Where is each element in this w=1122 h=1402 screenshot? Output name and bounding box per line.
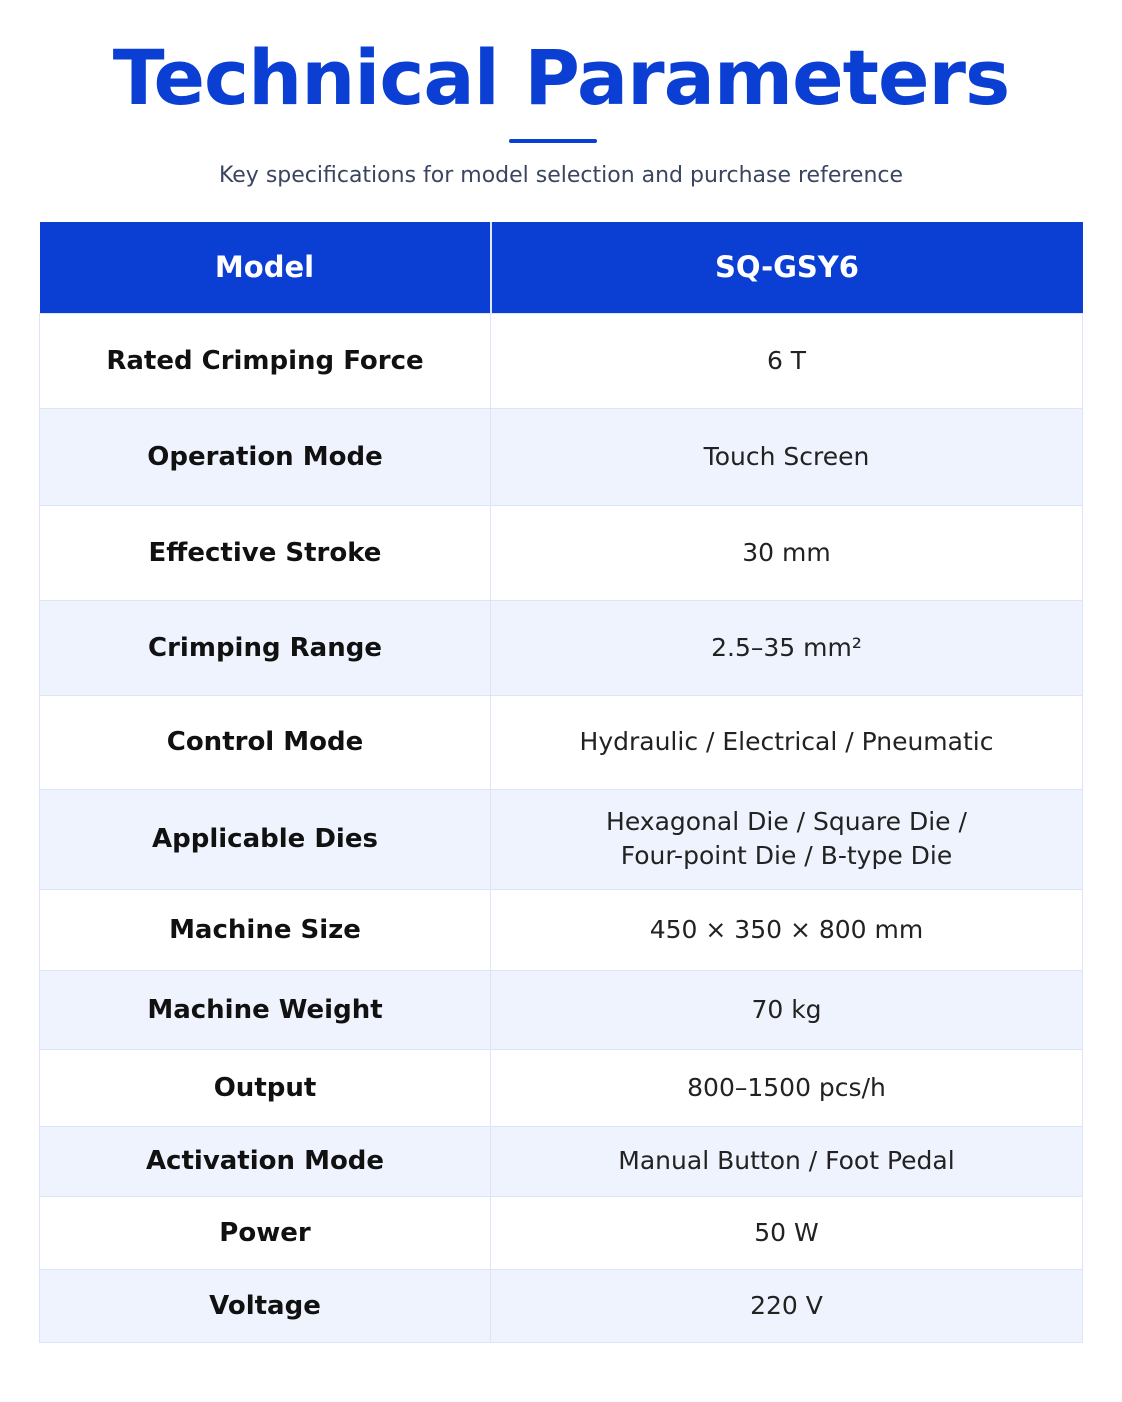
row-label: Machine Size [40, 889, 491, 970]
row-value: 450 × 350 × 800 mm [491, 889, 1083, 970]
row-value: 220 V [491, 1269, 1083, 1342]
row-value: 50 W [491, 1196, 1083, 1269]
table-row [40, 789, 1083, 889]
row-label: Activation Mode [40, 1126, 491, 1196]
table-row [40, 695, 1083, 789]
row-label: Control Mode [40, 695, 491, 789]
table-row [40, 408, 1083, 505]
row-label: Machine Weight [40, 970, 491, 1049]
table-row [40, 970, 1083, 1049]
row-value: 2.5–35 mm² [491, 600, 1083, 695]
page-title: Technical Parameters [112, 33, 1010, 122]
column-header-model: Model [40, 222, 491, 313]
table-row [40, 1196, 1083, 1269]
row-value: 800–1500 pcs/h [491, 1049, 1083, 1126]
row-value: Manual Button / Foot Pedal [491, 1126, 1083, 1196]
table-header-row [40, 222, 1083, 313]
row-label: Applicable Dies [40, 789, 491, 889]
row-value: 70 kg [491, 970, 1083, 1049]
row-label: Crimping Range [40, 600, 491, 695]
spec-table [39, 222, 1083, 1343]
row-value: Touch Screen [491, 408, 1083, 505]
row-value: 30 mm [491, 505, 1083, 600]
table-row [40, 313, 1083, 408]
table-row [40, 1269, 1083, 1342]
table-row [40, 1049, 1083, 1126]
title-underline [509, 139, 597, 143]
row-label: Power [40, 1196, 491, 1269]
row-label: Effective Stroke [40, 505, 491, 600]
row-label: Operation Mode [40, 408, 491, 505]
row-label: Output [40, 1049, 491, 1126]
page-subtitle: Key specifications for model selection and purchase reference [218, 163, 904, 188]
row-value: 6 T [491, 313, 1083, 408]
column-header-model-value: SQ-GSY6 [491, 222, 1083, 313]
row-label: Rated Crimping Force [40, 313, 491, 408]
row-label: Voltage [40, 1269, 491, 1342]
row-value-line: Hexagonal Die / Square Die / [606, 807, 967, 836]
row-value-line: Four-point Die / B-type Die [620, 841, 953, 870]
row-value: Hydraulic / Electrical / Pneumatic [491, 695, 1083, 789]
table-row [40, 889, 1083, 970]
table-row [40, 600, 1083, 695]
table-row [40, 505, 1083, 600]
table-row [40, 1126, 1083, 1196]
row-value [491, 789, 1083, 889]
